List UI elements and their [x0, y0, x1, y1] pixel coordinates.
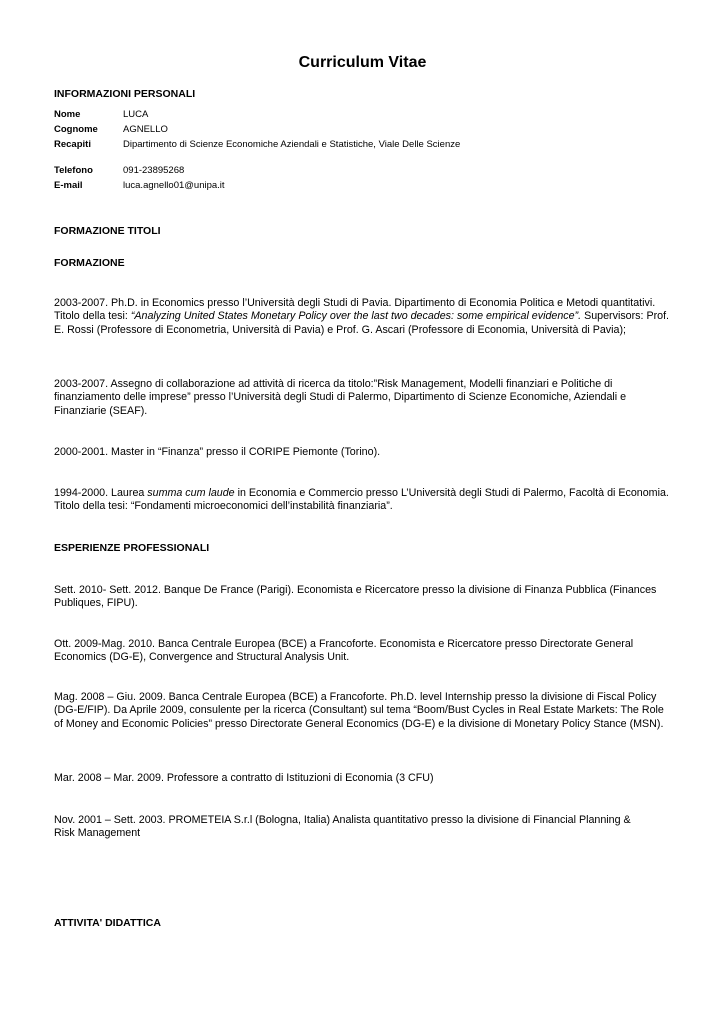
- cognome-row: [54, 124, 168, 135]
- section-heading-personal: INFORMAZIONI PERSONALI: [54, 88, 196, 100]
- cognome-label: Cognome: [54, 124, 98, 135]
- phd-text-1: 2003-2007. Ph.D. in Economics presso l’Università degli Studi di Pavia. Dipartimento di Economia Politica e Metodi quantitativi. Titolo della tesi:: [54, 297, 656, 323]
- section-heading-esperienze: ESPERIENZE PROFESSIONALI: [54, 542, 210, 554]
- email-row: [54, 180, 225, 191]
- nome-label: Nome: [54, 109, 81, 120]
- recapiti-row: [54, 139, 460, 150]
- formazione-item-assegno: 2003-2007. Assegno di collaborazione ad attività di ricerca da titolo:”Risk Management, Modelli finanziari e Politiche di finanziamento delle imprese” presso l’Università degli Studi di Palermo, Dipartimento di Scienze Economiche, Aziendali e Finanziarie (SEAF).: [54, 378, 627, 417]
- esperienza-item: Ott. 2009-Mag. 2010. Banca Centrale Europea (BCE) a Francoforte. Economista e Ricercatore presso Directorate General Economics (DG-E), Convergence and Structural Analysis Unit.: [54, 638, 634, 664]
- section-heading-didattica: ATTIVITA' DIDATTICA: [54, 917, 161, 929]
- formazione-item-phd: [54, 297, 669, 337]
- nome-value: LUCA: [123, 109, 149, 120]
- esperienza-item: Mag. 2008 – Giu. 2009. Banca Centrale Europea (BCE) a Francoforte. Ph.D. level Internship presso la divisione di Fiscal Policy (DG-E/FIP). Da Aprile 2009, consulente per la ricerca (Consultant) sul tema “Boom/Bust Cycles in Real Estate Markets: The Role of Money and Economic Policies” presso Directorate General Economics (DG-E) e la divisione di Monetary Policy Stance (MSN).: [54, 691, 664, 730]
- laurea-honors: summa cum laude: [147, 487, 235, 499]
- cognome-value: AGNELLO: [123, 124, 168, 135]
- telefono-row: [54, 165, 184, 176]
- section-heading-formazione: FORMAZIONE: [54, 257, 125, 269]
- esperienza-item: Nov. 2001 – Sett. 2003. PROMETEIA S.r.l (Bologna, Italia) Analista quantitativo presso la divisione di Financial Planning & Risk Management: [54, 814, 631, 840]
- esperienza-item: Sett. 2010- Sett. 2012. Banque De France (Parigi). Economista e Ricercatore presso la divisione di Finanza Pubblica (Finances Publiques, FIPU).: [54, 584, 657, 610]
- formazione-item-master: 2000-2001. Master in “Finanza” presso il CORIPE Piemonte (Torino).: [54, 446, 381, 458]
- phd-text-2: Supervisors: Prof. E. Rossi (Professore di Econometria, Università di Pavia) e Prof. G. Ascari (Professore di Economia, Università di Pavia);: [54, 310, 670, 336]
- recapiti-label: Recapiti: [54, 139, 91, 150]
- email-value[interactable]: luca.agnello01@unipa.it: [123, 180, 225, 191]
- email-label: E-mail: [54, 180, 83, 191]
- recapiti-value: Dipartimento di Scienze Economiche Aziendali e Statistiche, Viale Delle Scienze: [123, 139, 461, 150]
- nome-row: [54, 109, 148, 120]
- page-title: Curriculum Vitae: [298, 54, 427, 71]
- formazione-item-laurea: [54, 487, 669, 514]
- laurea-text-2: in Economia e Commercio presso L’Università degli Studi di Palermo, Facoltà di Economia. Titolo della tesi: “Fondamenti microeconomici dell’instabilità finanziaria”.: [54, 487, 669, 513]
- section-heading-formazione-titoli: FORMAZIONE TITOLI: [54, 225, 161, 237]
- telefono-value: 091-23895268: [123, 165, 185, 176]
- phd-thesis-title: “Analyzing United States Monetary Policy over the last two decades: some empirical evidence”.: [130, 310, 582, 323]
- esperienza-item: Mar. 2008 – Mar. 2009. Professore a contratto di Istituzioni di Economia (3 CFU): [54, 772, 434, 784]
- laurea-text-1: 1994-2000. Laurea: [54, 487, 148, 499]
- telefono-label: Telefono: [54, 165, 93, 176]
